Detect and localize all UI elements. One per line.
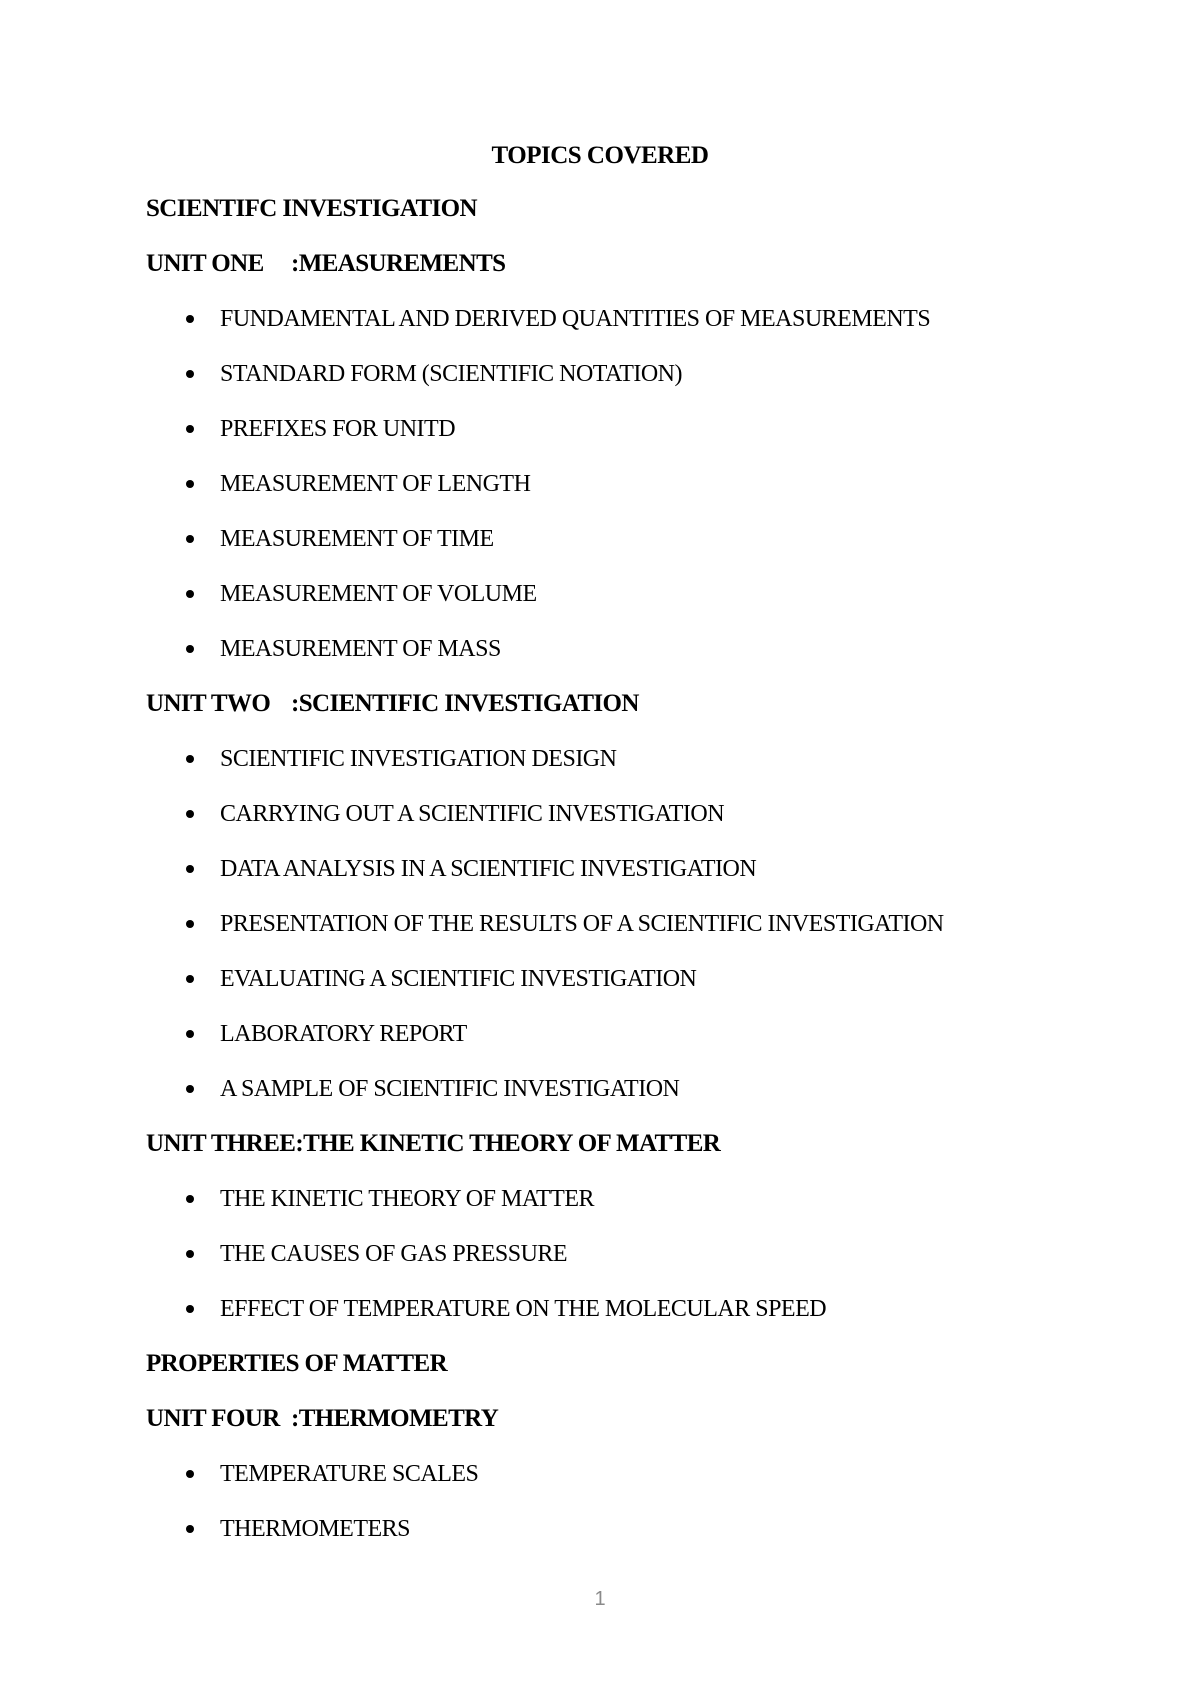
- unit-label: UNIT TWO: [146, 690, 271, 717]
- unit-title: :MEASUREMENTS: [291, 250, 506, 277]
- bullet-icon: [186, 1525, 194, 1533]
- unit-four-topic-list: [146, 1459, 1106, 1544]
- bullet-icon: [186, 1305, 194, 1313]
- list-item: [146, 469, 1106, 499]
- unit-title: :SCIENTIFIC INVESTIGATION: [291, 690, 639, 717]
- list-item: [146, 1184, 1106, 1214]
- document-title: TOPICS COVERED: [491, 142, 709, 169]
- unit-label: UNIT THREE: [146, 1130, 296, 1157]
- list-item: [146, 1019, 1106, 1049]
- list-item: [146, 359, 1106, 389]
- topic-text: EFFECT OF TEMPERATURE ON THE MOLECULAR SPEED: [220, 1296, 827, 1322]
- bullet-icon: [186, 535, 194, 543]
- topic-text: PRESENTATION OF THE RESULTS OF A SCIENTIFIC INVESTIGATION: [220, 911, 944, 937]
- section-heading-properties-of-matter: PROPERTIES OF MATTER: [146, 1350, 448, 1377]
- topic-text: A SAMPLE OF SCIENTIFIC INVESTIGATION: [220, 1076, 680, 1102]
- topic-text: TEMPERATURE SCALES: [220, 1461, 479, 1487]
- topic-text: STANDARD FORM (SCIENTIFIC NOTATION): [220, 361, 682, 387]
- topic-text: FUNDAMENTAL AND DERIVED QUANTITIES OF MEASUREMENTS: [220, 306, 931, 332]
- unit-two-heading: [146, 689, 1106, 719]
- list-item: [146, 524, 1106, 554]
- topic-text: LABORATORY REPORT: [220, 1021, 467, 1047]
- topic-text: THE KINETIC THEORY OF MATTER: [220, 1186, 594, 1212]
- page-number: 1: [594, 1588, 606, 1610]
- section-heading-scientific-investigation: SCIENTIFC INVESTIGATION: [146, 195, 477, 222]
- bullet-icon: [186, 920, 194, 928]
- list-item: [146, 744, 1106, 774]
- bullet-icon: [186, 425, 194, 433]
- topic-text: DATA ANALYSIS IN A SCIENTIFIC INVESTIGATION: [220, 856, 757, 882]
- topic-text: EVALUATING A SCIENTIFIC INVESTIGATION: [220, 966, 697, 992]
- topic-text: SCIENTIFIC INVESTIGATION DESIGN: [220, 746, 617, 772]
- unit-label: UNIT FOUR: [146, 1405, 280, 1432]
- list-item: [146, 414, 1106, 444]
- bullet-icon: [186, 865, 194, 873]
- bullet-icon: [186, 645, 194, 653]
- unit-title: :THERMOMETRY: [291, 1405, 499, 1432]
- list-item: [146, 304, 1106, 334]
- list-item: [146, 909, 1106, 939]
- list-item: [146, 854, 1106, 884]
- topic-text: MEASUREMENT OF MASS: [220, 636, 501, 662]
- bullet-icon: [186, 1195, 194, 1203]
- list-item: [146, 799, 1106, 829]
- bullet-icon: [186, 975, 194, 983]
- list-item: [146, 1294, 1106, 1324]
- unit-label: UNIT ONE: [146, 250, 264, 277]
- bullet-icon: [186, 480, 194, 488]
- list-item: [146, 1074, 1106, 1104]
- unit-one-topic-list: [146, 304, 1106, 664]
- document-content: [146, 194, 1106, 1569]
- topic-text: MEASUREMENT OF VOLUME: [220, 581, 537, 607]
- topic-text: THERMOMETERS: [220, 1516, 411, 1542]
- bullet-icon: [186, 590, 194, 598]
- bullet-icon: [186, 1470, 194, 1478]
- list-item: [146, 1459, 1106, 1489]
- bullet-icon: [186, 755, 194, 763]
- bullet-icon: [186, 370, 194, 378]
- bullet-icon: [186, 315, 194, 323]
- list-item: [146, 964, 1106, 994]
- unit-three-heading: [146, 1129, 1106, 1159]
- list-item: [146, 1514, 1106, 1544]
- topic-text: THE CAUSES OF GAS PRESSURE: [220, 1241, 568, 1267]
- topic-text: CARRYING OUT A SCIENTIFIC INVESTIGATION: [220, 801, 725, 827]
- bullet-icon: [186, 1030, 194, 1038]
- unit-title: :THE KINETIC THEORY OF MATTER: [295, 1130, 721, 1157]
- topic-text: MEASUREMENT OF TIME: [220, 526, 494, 552]
- bullet-icon: [186, 1085, 194, 1093]
- bullet-icon: [186, 810, 194, 818]
- list-item: [146, 1239, 1106, 1269]
- unit-four-heading: [146, 1404, 1106, 1434]
- bullet-icon: [186, 1250, 194, 1258]
- unit-two-topic-list: [146, 744, 1106, 1104]
- topic-text: MEASUREMENT OF LENGTH: [220, 471, 531, 497]
- unit-one-heading: [146, 249, 1106, 279]
- topic-text: PREFIXES FOR UNITD: [220, 416, 456, 442]
- unit-three-topic-list: [146, 1184, 1106, 1324]
- list-item: [146, 634, 1106, 664]
- list-item: [146, 579, 1106, 609]
